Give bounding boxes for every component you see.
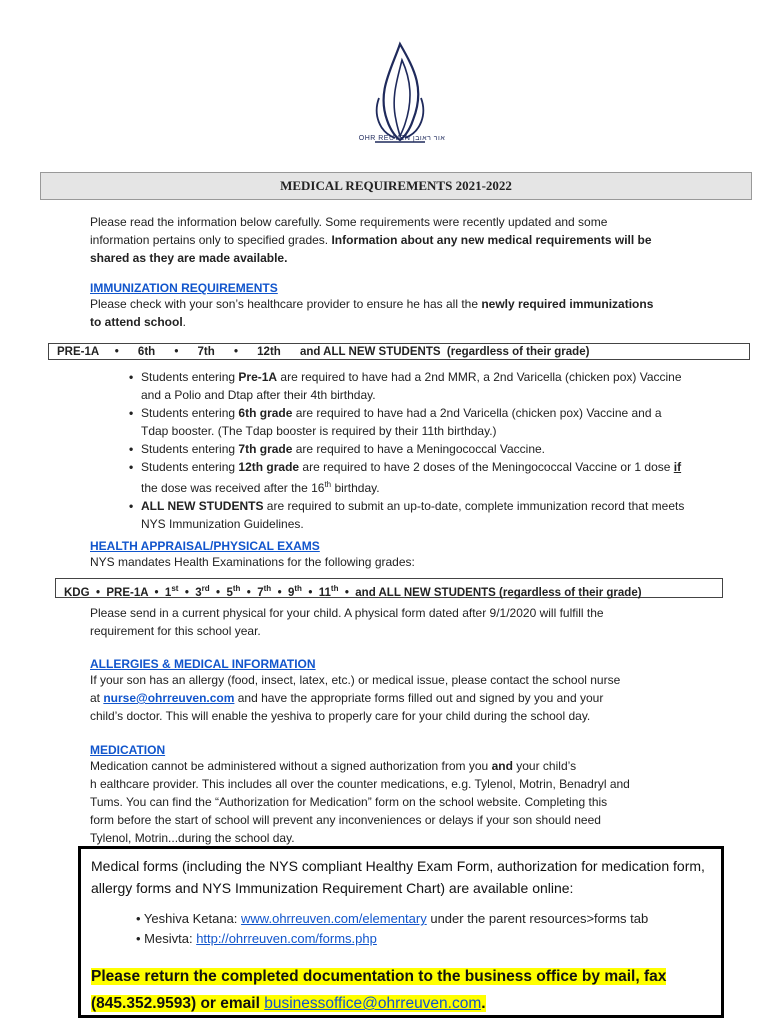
- intro-paragraph: [90, 213, 730, 267]
- forms-info-text: Medical forms (including the NYS compliant Healthy Exam Form, authorization for medication form, allergy forms and NYS Immunization Requirement Chart) are available online:: [91, 858, 705, 896]
- forms-info-box: [78, 846, 724, 1018]
- return-line-a: Please return the completed documentation to the business office by mail, fax: [91, 968, 667, 985]
- mesivta-forms-link[interactable]: http://ohrreuven.com/forms.php: [196, 931, 377, 946]
- mesivta-item: • Mesivta: http://ohrreuven.com/forms.php: [136, 931, 377, 946]
- immunization-text-a: Please check with your son’s healthcare provider to ensure he has all the: [90, 297, 482, 311]
- return-line-b: (845.352.9593) or email: [91, 995, 265, 1012]
- health-heading-link[interactable]: HEALTH APPRAISAL/PHYSICAL EXAMS: [90, 539, 320, 553]
- health-grades-row: KDG • PRE-1A • 1st • 3rd • 5th • 7th • 9th • 11th • and ALL NEW STUDENTS (regardless of their grade): [55, 578, 723, 598]
- immunization-grades-row: PRE-1A • 6th • 7th • 12th and ALL NEW STUDENTS (regardless of their grade): [48, 343, 750, 360]
- immunization-text-b: newly required immunizations: [481, 297, 654, 311]
- immunization-section: [90, 281, 730, 331]
- health-subtext: NYS mandates Health Examinations for the following grades:: [90, 555, 415, 569]
- immunization-text-c: to attend school: [90, 315, 183, 329]
- intro-line-2b: Information about any new medical requirements will be: [331, 233, 652, 247]
- elementary-forms-link[interactable]: www.ohrreuven.com/elementary: [241, 911, 427, 926]
- immunization-heading-link[interactable]: IMMUNIZATION REQUIREMENTS: [90, 281, 278, 295]
- logo-caption: OHR REUVEN אור ראובן: [358, 135, 446, 142]
- bullet-6th-grade: • Students entering 6th grade are required to have had a 2nd Varicella (chicken pox) Vaccine and a Tdap booster. (The Tdap booster is required by their 11th birthday.): [127, 404, 687, 440]
- bullet-7th-grade: • Students entering 7th grade are required to have a Meningococcal Vaccine.: [127, 440, 687, 458]
- intro-line-1: Please read the information below carefully. Some requirements were recently updated and some: [90, 215, 608, 229]
- allergies-heading-link[interactable]: ALLERGIES & MEDICAL INFORMATION: [90, 657, 316, 671]
- immunization-text-d: .: [182, 315, 187, 329]
- health-paragraph: Please send in a current physical for your child. A physical form dated after 9/1/2020 will fulfill the requirement for this school year.: [90, 606, 604, 638]
- medication-heading-link[interactable]: MEDICATION: [90, 743, 166, 757]
- intro-line-2a: information pertains only to specified grades.: [90, 233, 332, 247]
- nurse-email-link[interactable]: nurse@ohrreuven.com: [103, 691, 235, 705]
- business-office-email-link[interactable]: businessoffice@ohrreuven.com: [264, 995, 482, 1012]
- allergies-section: ALLERGIES & MEDICAL INFORMATION If your son has an allergy (food, insect, latex, etc.) or medical issue, please contact the school nurse at nurse@ohrreuven.com and have the appropriate forms filled out and signed by you and your child’s doctor. This will enable the yeshiva to properly care for your child during the school day.: [90, 657, 730, 725]
- bullet-pre1a: • Students entering Pre-1A are required to have had a 2nd MMR, a 2nd Varicella (chicken pox) Vaccine and a Polio and Dtap after their 4th birthday.: [127, 368, 687, 404]
- immunization-bullet-list: [127, 368, 687, 533]
- yeshiva-ketana-item: • Yeshiva Ketana: www.ohrreuven.com/elementary under the parent resources>forms tab: [136, 911, 649, 926]
- medication-section: MEDICATION Medication cannot be administered without a signed authorization from you and your child’s h ealthcare provider. This includes all over the counter medications, e.g. Tylenol, Motrin, Benadryl and Tums. You can find the “Authorization for Medication” form on the school website. Completing this form before the start of school will prevent any inconveniences or delays if your son should need Tylenol, Motrin...during the school day.: [90, 743, 682, 847]
- bullet-all-new-students: • ALL NEW STUDENTS are required to submit an up-to-date, complete immunization record that meets NYS Immunization Guidelines.: [127, 497, 687, 533]
- bullet-12th-grade: • Students entering 12th grade are required to have 2 doses of the Meningococcal Vaccine or 1 dose if the dose was received after the 16th birthday.: [127, 458, 687, 497]
- forms-link-list: [136, 909, 721, 949]
- return-instructions: Please return the completed documentation to the business office by mail, fax (845.352.9593) or email businessoffice@ohrreuven.com.: [91, 968, 667, 1012]
- health-section: [90, 539, 730, 571]
- page-title-banner: MEDICAL REQUIREMENTS 2021-2022: [40, 172, 752, 200]
- intro-line-3: shared as they are made available.: [90, 251, 288, 265]
